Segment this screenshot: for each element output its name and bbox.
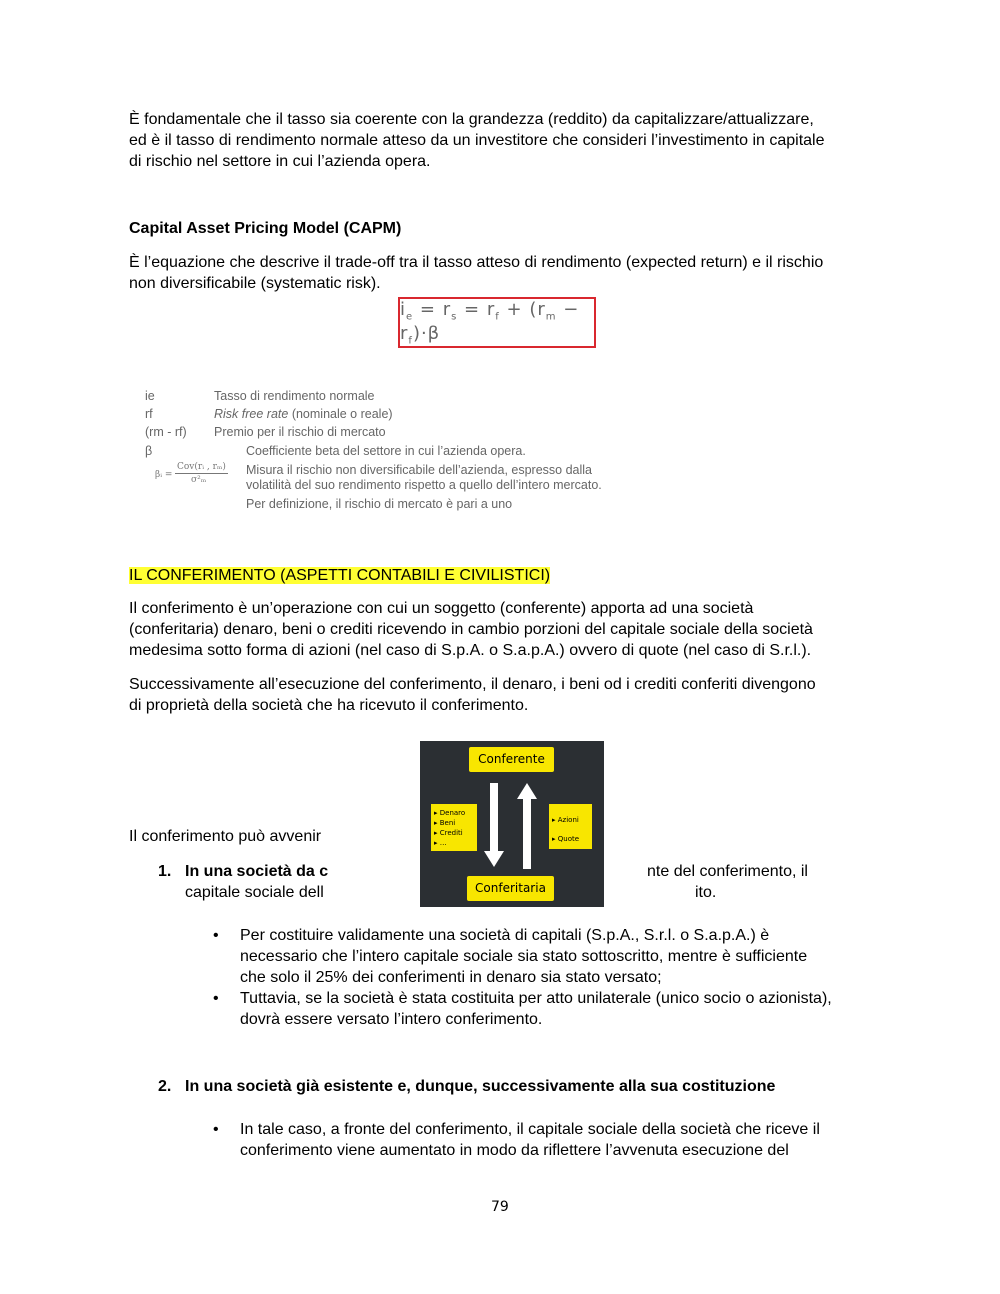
page-number: 79 bbox=[491, 1199, 509, 1215]
conferimento-paragraph-1 bbox=[129, 598, 889, 661]
legend-text: Premio per il rischio di mercato bbox=[214, 425, 386, 439]
capm-formula: $i_e = r_s = r_f + (r_m - r_f)\cdot\beta$ bbox=[400, 298, 580, 347]
bullet-line: conferimento viene aumentato in modo da riflettere l’avvenuta esecuzione del bbox=[240, 1142, 789, 1159]
legend-symbol: rf bbox=[145, 407, 153, 421]
capm-description-line: È l’equazione che descrive il trade-off tra il tasso atteso di rendimento (expected return) e il rischio bbox=[129, 254, 824, 271]
bullet-dot: • bbox=[213, 927, 219, 944]
conferimento-diagram bbox=[420, 741, 604, 907]
highlighted-heading: IL CONFERIMENTO (ASPETTI CONTABILI E CIVILISTICI) bbox=[129, 567, 551, 584]
capm-description-line: non diversificabile (systematic risk). bbox=[129, 275, 381, 292]
paragraph-line: (conferitaria) denaro, beni o crediti ricevendo in cambio porzioni del capitale sociale della società bbox=[129, 621, 813, 638]
paragraph-line: Successivamente all’esecuzione del conferimento, il denaro, i beni od i crediti conferiti divengono bbox=[129, 676, 816, 693]
bullet-line: dovrà essere versato l’intero conferimento. bbox=[240, 1011, 543, 1028]
item1-line2-left: capitale sociale dell bbox=[185, 884, 324, 901]
beta-note: volatilità del suo rendimento rispetto a quello dell’intero mercato. bbox=[246, 478, 602, 492]
up-arrow-icon bbox=[517, 783, 537, 869]
right-item: ▸ Azioni bbox=[552, 811, 589, 830]
bullet-dot: • bbox=[213, 1121, 219, 1138]
left-item: ▸ Beni bbox=[434, 818, 474, 828]
bullet-line: che solo il 25% dei conferimenti in denaro sia stato versato; bbox=[240, 969, 662, 986]
conferimento-paragraph-3: Il conferimento può avvenir bbox=[129, 828, 322, 845]
paragraph-line: Il conferimento è un’operazione con cui un soggetto (conferente) apporta ad una società bbox=[129, 600, 754, 617]
right-item: ▸ Quote bbox=[552, 830, 589, 849]
bullet-line: In tale caso, a fronte del conferimento, il capitale sociale della società che riceve il bbox=[240, 1121, 820, 1138]
left-item: ▸ Denaro bbox=[434, 808, 474, 818]
intro-paragraph bbox=[129, 109, 889, 172]
paragraph-line: di proprietà della società che ha ricevuto il conferimento. bbox=[129, 697, 529, 714]
list-item-number: 1. bbox=[158, 863, 172, 880]
item1-line1-right: nte del conferimento, il bbox=[647, 863, 808, 880]
capm-description bbox=[129, 252, 889, 294]
intro-line: È fondamentale che il tasso sia coerente con la grandezza (reddito) da capitalizzare/attualizzare, bbox=[129, 111, 814, 128]
capm-heading: Capital Asset Pricing Model (CAPM) bbox=[129, 220, 402, 237]
left-item: ▸ Crediti bbox=[434, 828, 474, 838]
bullet-item bbox=[213, 1119, 880, 1161]
legend-text: Tasso di rendimento normale bbox=[214, 389, 375, 403]
left-item: ▸ … bbox=[434, 838, 474, 848]
conferimento-heading bbox=[129, 565, 550, 586]
intro-line: di rischio nel settore in cui l’azienda opera. bbox=[129, 153, 431, 170]
legend-symbol: β bbox=[145, 444, 153, 458]
legend-text: Risk free rate (nominale o reale) bbox=[214, 407, 393, 421]
bullet-item bbox=[213, 988, 880, 1030]
capm-formula-box bbox=[398, 297, 596, 348]
conferente-box: Conferente bbox=[469, 747, 554, 772]
legend-text: Coefficiente beta del settore in cui l’azienda opera. bbox=[246, 444, 526, 458]
capm-legend: ie Tasso di rendimento normale rf Risk free rate (nominale o reale) (rm - rf) Premio per il rischio di mercato β Coefficiente beta del settore in cui l’azienda opera. βᵢ = Cov(rᵢ , rₘ) σ²ₘ Misura il rischio non diversificabile dell’azienda, espresso dalla volatilità del suo rendimento rispetto a quello dell’intero mercato. Per definizione, il rischio di mercato è pari a uno bbox=[145, 389, 602, 511]
intro-line: ed è il tasso di rendimento normale atteso da un investitore che consideri l’investimento in capitale bbox=[129, 132, 825, 149]
item1-line2-right: ito. bbox=[695, 884, 717, 901]
bullet-line: necessario che l’intero capitale sociale sia stato sottoscritto, mentre è sufficiente bbox=[240, 948, 808, 965]
item1-line1-left: In una società da c bbox=[185, 863, 329, 880]
bullet-line: Tuttavia, se la società è stata costituita per atto unilaterale (unico socio o azionista), bbox=[240, 990, 832, 1007]
legend-symbol: ie bbox=[145, 389, 155, 403]
bullet-line: Per costituire validamente una società di capitali (S.p.A., S.r.l. o S.a.p.A.) è bbox=[240, 927, 770, 944]
beta-note: Misura il rischio non diversificabile dell’azienda, espresso dalla bbox=[246, 463, 593, 477]
bullet-dot: • bbox=[213, 990, 219, 1007]
item2-text: In una società già esistente e, dunque, successivamente alla sua costituzione bbox=[185, 1078, 776, 1095]
conferimento-paragraph-2 bbox=[129, 674, 889, 716]
beta-note: Per definizione, il rischio di mercato è pari a uno bbox=[246, 497, 513, 511]
legend-symbol: (rm - rf) bbox=[145, 425, 187, 439]
bullet-item bbox=[213, 925, 880, 988]
down-arrow-icon bbox=[484, 783, 504, 867]
conferitaria-box: Conferitaria bbox=[467, 876, 554, 901]
list-item-number: 2. bbox=[158, 1078, 172, 1095]
paragraph-line: medesima sotto forma di azioni (nel caso di S.p.A. o S.a.p.A.) ovvero di quote (nel caso di S.r.l.). bbox=[129, 642, 812, 659]
